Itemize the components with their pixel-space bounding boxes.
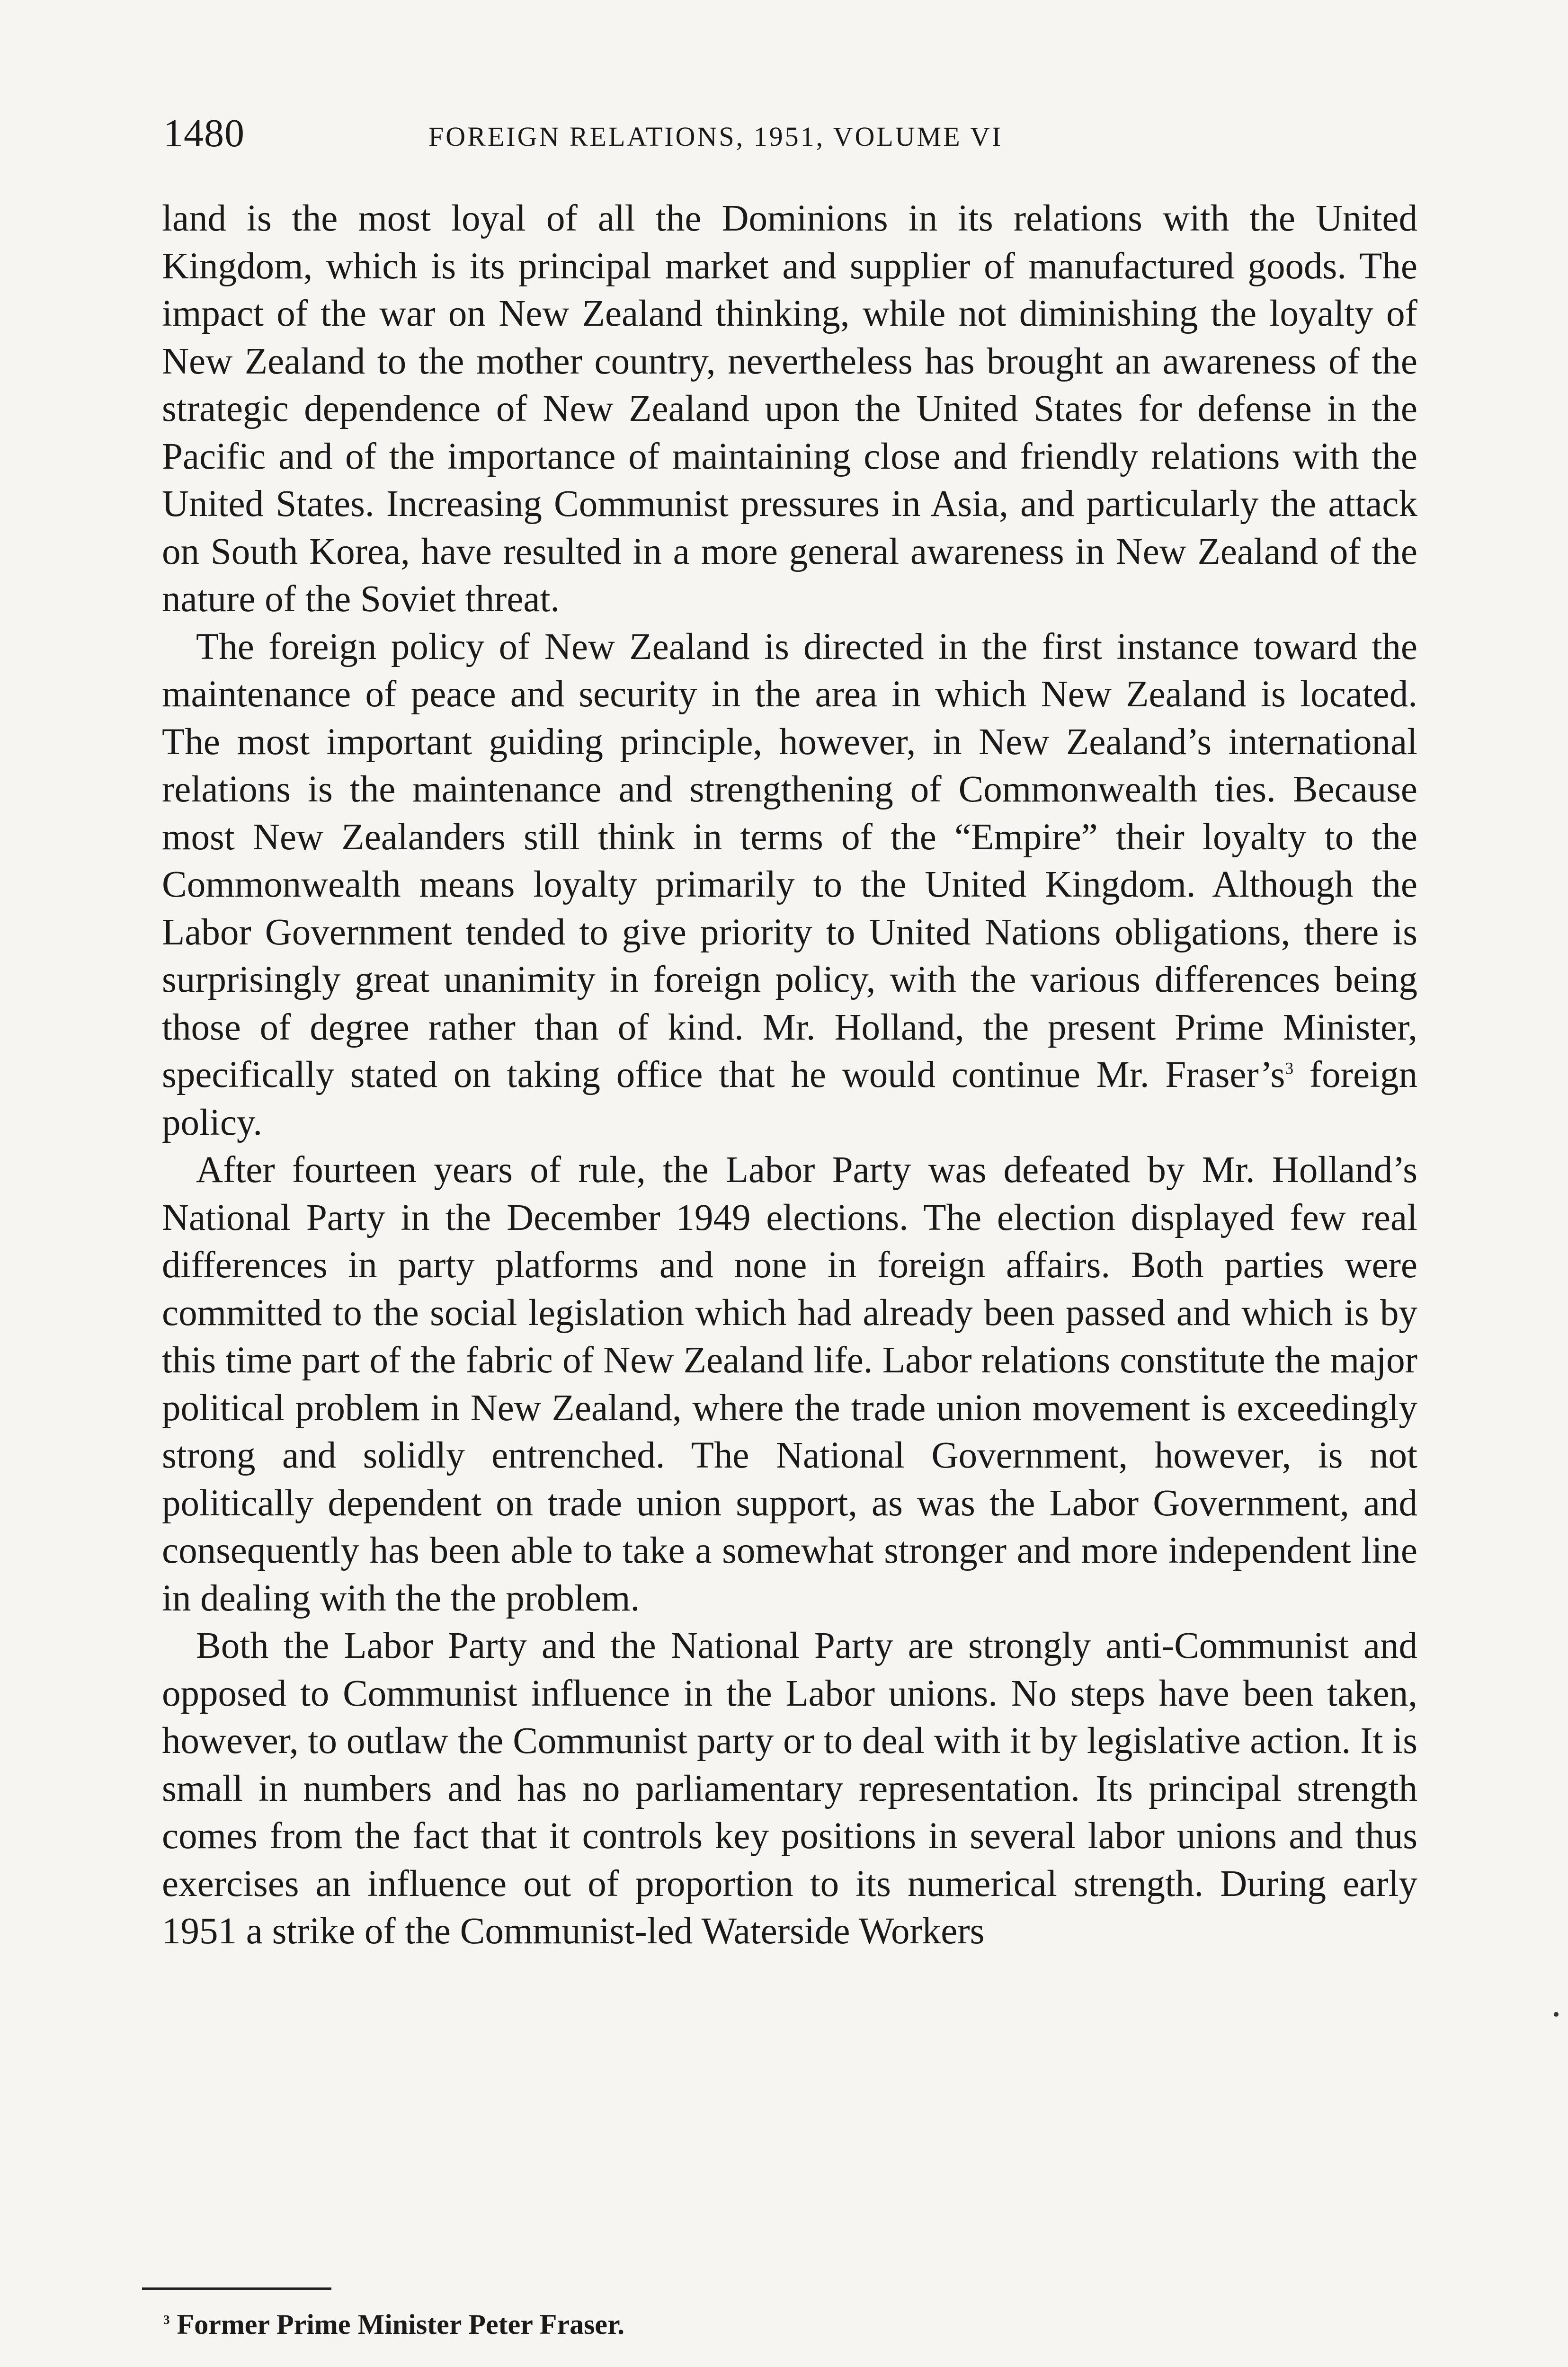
body-text — [162, 195, 1417, 1956]
footnote-marker: 3 — [163, 2313, 170, 2327]
page-number: 1480 — [163, 111, 245, 155]
paragraph-2-tail: foreign policy. — [162, 1054, 1417, 1143]
margin-speck — [1554, 2012, 1559, 2017]
paragraph-1: land is the most loyal of all the Dominions in its relations with the United Kingdom, which is its principal market and supplier of manufactured goods. The impact of the war on New Zealand thinking, while not diminishing the loyalty of New Zealand to the mother country, nevertheless has brought an awareness of the strategic dependence of New Zealand upon the United States for defense in the Pacific and of the importance of maintaining close and friendly relations with the United States. Increasing Communist pressures in Asia, and particularly the attack on South Korea, have resulted in a more general awareness in New Zealand of the nature of the Soviet threat. — [162, 198, 1417, 620]
running-head: FOREIGN RELATIONS, 1951, VOLUME VI — [428, 121, 1003, 152]
footnote-reference: 3 — [1285, 1059, 1294, 1078]
page-header — [163, 110, 1418, 162]
paragraph-2 — [162, 623, 1417, 1147]
footnote — [163, 2303, 624, 2346]
paragraph-2-text: The foreign policy of New Zealand is directed in the first instance toward the maintenance of peace and security in the area in which New Zealand is located. The most important guiding principle, however, in New Zealand’s international relations is the maintenance and strengthening of Commonwealth ties. Because most New Zealanders still think in terms of the “Empire” their loyalty to the Commonwealth means loyalty primarily to the United Kingdom. Although the Labor Government tended to give priority to United Nations obligations, there is surprisingly great unanimity in foreign policy, with the various differences being those of degree rather than of kind. Mr. Holland, the present Prime Minister, specifically stated on taking office that he would continue Mr. Fraser’s — [162, 626, 1417, 1095]
footnote-divider — [142, 2287, 331, 2290]
paragraph-4: Both the Labor Party and the National Party are strongly anti-Communist and opposed to Communist influence in the Labor unions. No steps have been taken, however, to outlaw the Communist party or to deal with it by legislative action. It is small in numbers and has no parliamentary representation. Its principal strength comes from the fact that it controls key positions in several labor unions and thus exercises an influence out of proportion to its numerical strength. During early 1951 a strike of the Communist-led Waterside Workers — [162, 1625, 1417, 1952]
paragraph-3: After fourteen years of rule, the Labor Party was defeated by Mr. Holland’s National Party in the December 1949 elections. The election displayed few real differences in party platforms and none in foreign affairs. Both parties were committed to the social legislation which had already been passed and which is by this time part of the fabric of New Zealand life. Labor relations constitute the major political problem in New Zealand, where the trade union movement is exceedingly strong and solidly entrenched. The National Government, however, is not politically dependent on trade union support, as was the Labor Government, and consequently has been able to take a somewhat stronger and more independent line in dealing with the the problem. — [162, 1149, 1417, 1619]
footnote-text: Former Prime Minister Peter Fraser. — [177, 2309, 625, 2340]
